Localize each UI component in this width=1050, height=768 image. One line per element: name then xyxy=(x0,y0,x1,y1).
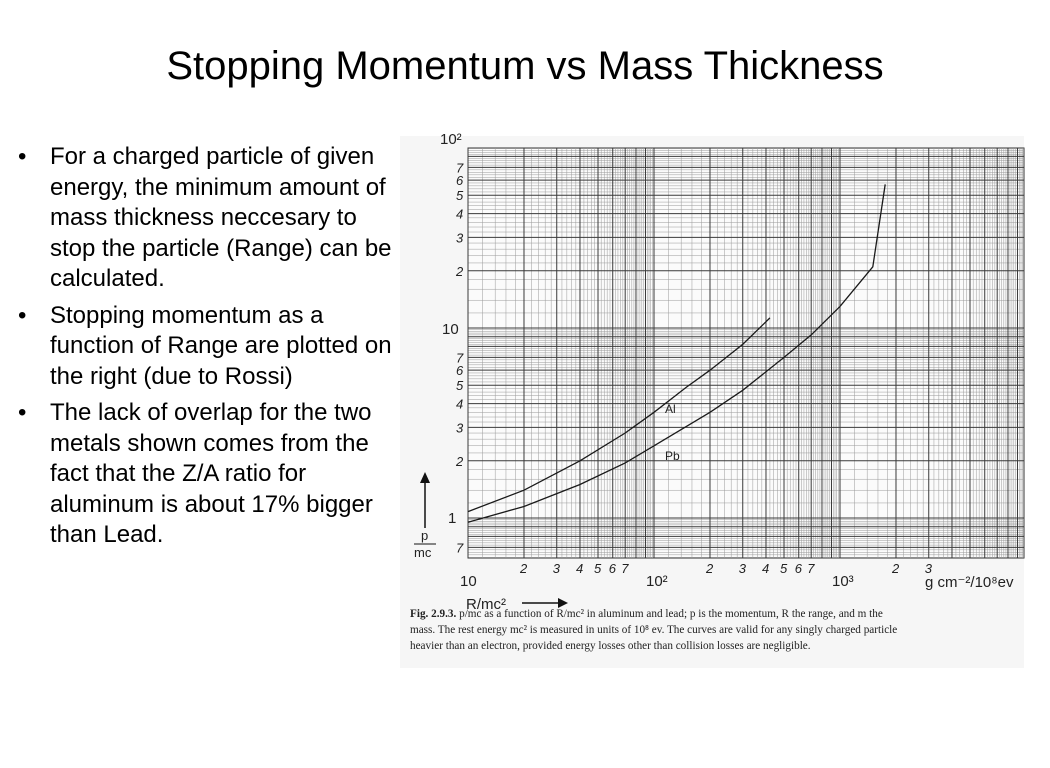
x-major-tick-label: 10 xyxy=(460,573,477,590)
caption-fig-number: Fig. 2.9.3. xyxy=(410,608,457,620)
series-label-al: Al xyxy=(665,402,676,416)
x-minor-tick-label: 7 xyxy=(621,561,629,576)
series-label-pb: Pb xyxy=(665,449,680,463)
x-minor-tick-label: 7 xyxy=(807,561,815,576)
y-minor-tick-label: 4 xyxy=(456,206,464,222)
x-minor-tick-label: 2 xyxy=(705,561,714,576)
chart-grid xyxy=(468,148,1024,558)
bullet-text: The lack of overlap for the two metals shown comes from the fact that the Z/A ratio for aluminum is about 17% bigger than Lead. xyxy=(50,399,373,548)
y-minor-tick-label: 6 xyxy=(456,173,464,189)
y-minor-tick-label: 7 xyxy=(456,350,464,366)
caption-line-3: heavier than an electron, provided energy losses other than collision losses are negligible. xyxy=(410,640,811,652)
y-minor-tick-label: 5 xyxy=(456,378,464,394)
y-axis-title-bottom: mc xyxy=(414,545,432,560)
y-minor-tick-label: 4 xyxy=(456,396,464,412)
y-minor-tick-label: 3 xyxy=(456,420,464,436)
y-minor-tick-label: 7 xyxy=(456,160,464,176)
y-minor-tick-label: 3 xyxy=(456,230,464,246)
y-major-tick-label: 10² xyxy=(440,131,462,148)
y-minor-tick-label: 6 xyxy=(456,363,464,379)
figure-caption xyxy=(410,606,1030,654)
x-major-tick-label: 10² xyxy=(646,573,668,590)
x-major-tick-label: 10³ xyxy=(832,573,854,590)
x-minor-tick-label: 4 xyxy=(761,561,770,576)
y-major-tick-label: 1 xyxy=(448,510,457,527)
slide-title: Stopping Momentum vs Mass Thickness xyxy=(166,44,884,88)
y-minor-tick-label: 2 xyxy=(456,263,464,279)
y-minor-tick-label: 7 xyxy=(456,540,464,556)
y-minor-tick-label: 5 xyxy=(456,188,464,204)
x-minor-tick-label: 3 xyxy=(552,561,560,576)
arrow-up-icon xyxy=(420,472,430,483)
x-axis-title: R/mc² xyxy=(466,596,506,613)
x-minor-tick-label: 2 xyxy=(891,561,900,576)
y-minor-tick-label: 2 xyxy=(456,453,464,469)
bullet-text: For a charged particle of given energy, the minimum amount of mass thickness neccesary to stop the particle (Range) can be calculated. xyxy=(50,143,392,292)
range-chart-figure xyxy=(400,131,1024,668)
x-minor-tick-label: 5 xyxy=(780,561,788,576)
bullet-text: Stopping momentum as a function of Range are plotted on the right (due to Rossi) xyxy=(50,301,392,390)
x-minor-tick-label: 3 xyxy=(924,561,932,576)
bullet-item xyxy=(14,301,394,393)
bullet-list xyxy=(14,142,394,557)
x-minor-tick-label: 6 xyxy=(794,561,802,576)
bullet-dot-icon: • xyxy=(18,399,27,426)
bullet-dot-icon: • xyxy=(18,301,27,329)
bullet-item xyxy=(14,398,394,551)
caption-line-1: p/mc as a function of R/mc² in aluminum and lead; p is the momentum, R the range, and m the xyxy=(459,608,883,620)
x-minor-tick-label: 4 xyxy=(575,561,584,576)
x-minor-tick-label: 2 xyxy=(519,561,528,576)
bullet-item xyxy=(14,142,394,295)
y-axis-title-top: p xyxy=(421,528,429,543)
x-axis-unit-label: g cm⁻²/10⁸ev xyxy=(925,574,1014,591)
range-chart xyxy=(400,131,1024,613)
caption-line-2: mass. The rest energy mc² is measured in units of 10⁸ ev. The curves are valid for any singly charged particle xyxy=(410,624,898,636)
x-minor-tick-label: 5 xyxy=(594,561,602,576)
y-major-tick-label: 10 xyxy=(442,321,459,338)
x-minor-tick-label: 6 xyxy=(608,561,616,576)
bullet-dot-icon: • xyxy=(18,143,27,170)
x-minor-tick-label: 3 xyxy=(738,561,746,576)
